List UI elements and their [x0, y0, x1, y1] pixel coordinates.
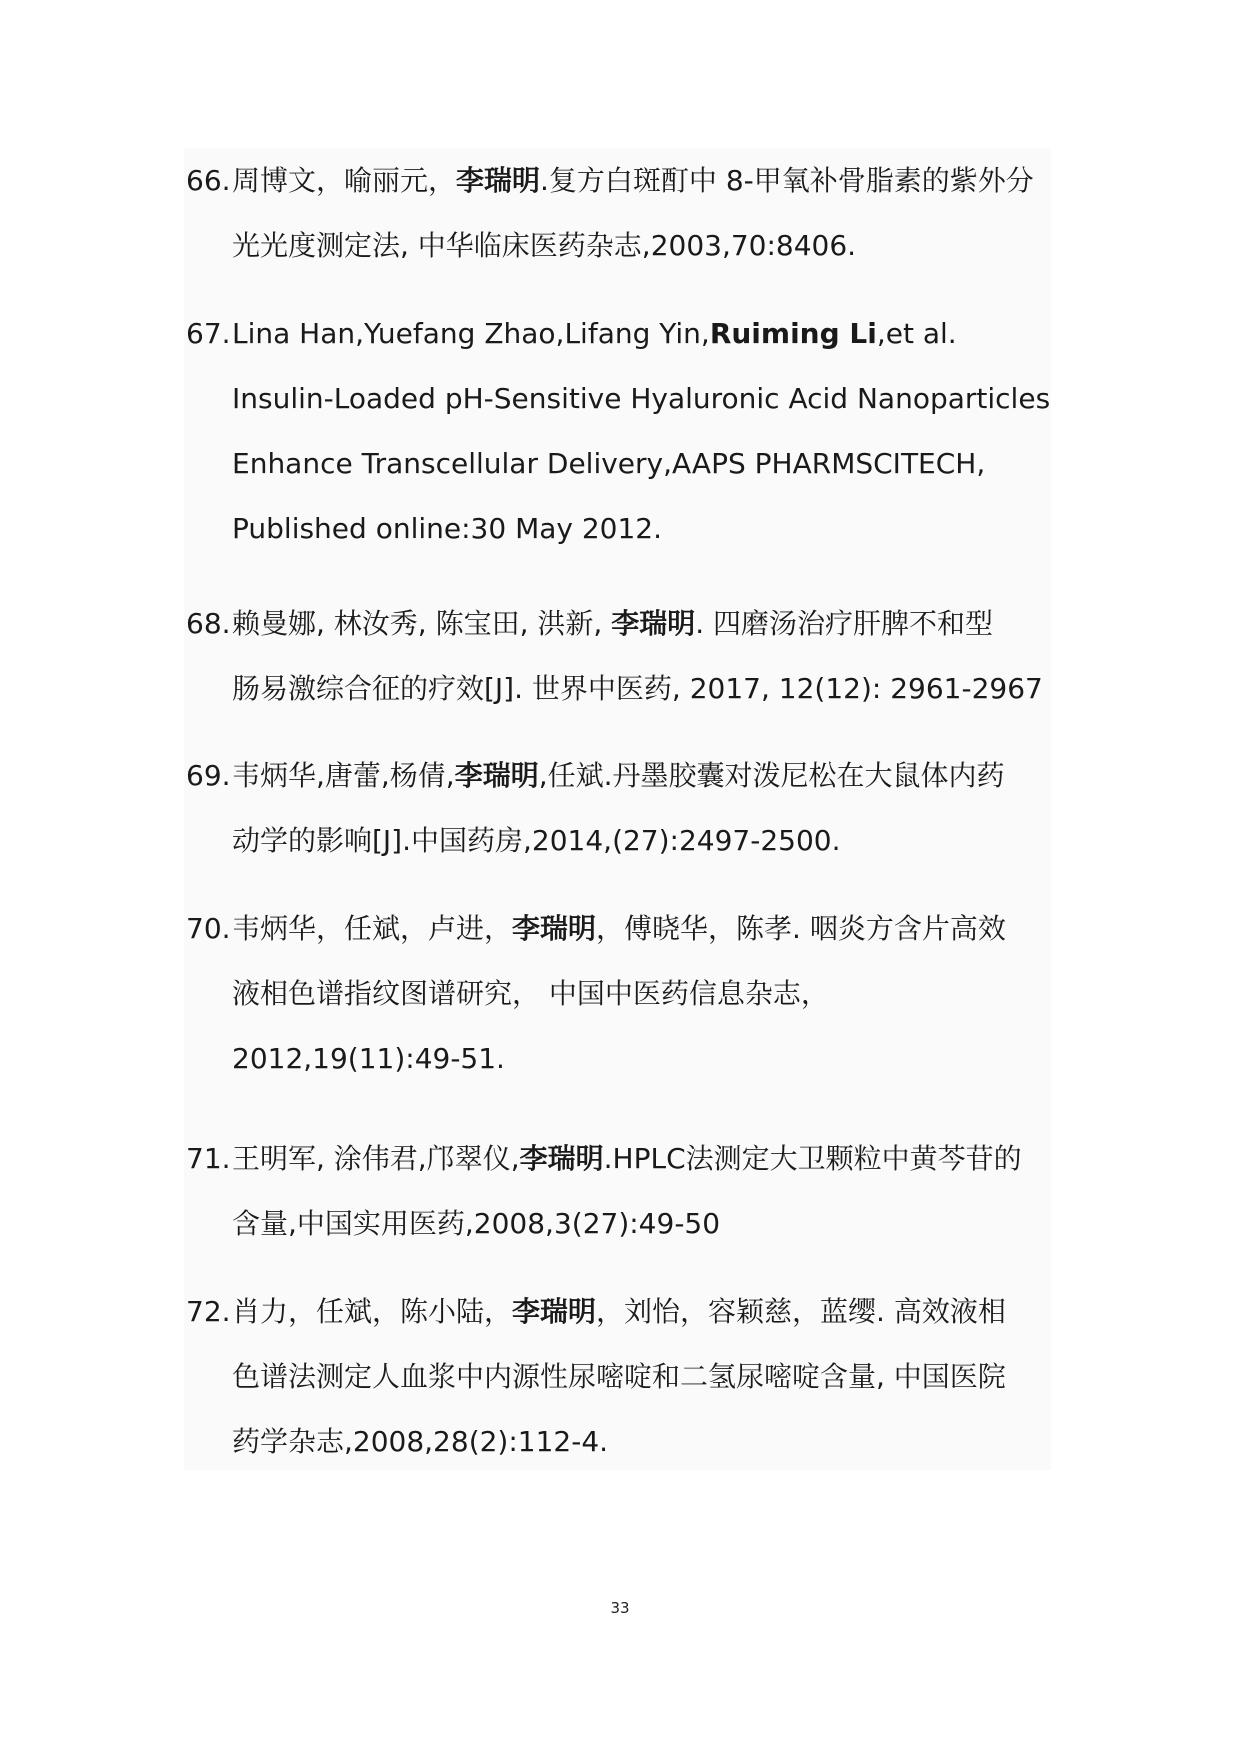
reference-text-after: . 四磨汤治疗肝脾不和型 肠易激综合征的疗效[J]. 世界中医药, 2017, 12(12): 2961-2967	[232, 607, 1043, 705]
reference-number: 72.	[186, 1295, 231, 1328]
highlighted-author: 李瑞明	[519, 1142, 604, 1175]
reference-item	[184, 743, 1051, 873]
highlighted-author: Ruiming Li	[709, 317, 877, 350]
reference-text-before: 周博文，喻丽元，	[232, 164, 457, 197]
reference-text-before: 韦炳华，任斌，卢进，	[232, 912, 513, 945]
reference-item	[184, 1279, 1051, 1474]
highlighted-author: 李瑞明	[456, 164, 541, 197]
reference-text-after: ,et al. Insulin-Loaded pH-Sensitive Hyaluronic Acid Nanoparticles Enhance Transcellular Delivery,AAPS PHARMSCITECH, Published online:30 May 2012.	[232, 317, 1051, 545]
reference-number: 71.	[186, 1142, 231, 1175]
page-number: 33	[610, 1599, 630, 1617]
highlighted-author: 李瑞明	[512, 912, 597, 945]
reference-text-before: 王明军, 涂伟君,邝翠仪,	[232, 1142, 520, 1175]
reference-text-after: ，刘怡，容颖慈，蓝缨. 高效液相 色谱法测定人血浆中内源性尿嘧啶和二氢尿嘧啶含量, 中国医院 药学杂志,2008,28(2):112-4.	[232, 1295, 1006, 1458]
reference-text	[232, 1279, 1051, 1474]
reference-item	[184, 1126, 1051, 1256]
reference-item	[184, 896, 1051, 1091]
reference-number: 69.	[186, 759, 231, 792]
reference-text	[232, 896, 1051, 1091]
reference-text-after: ，傅晓华，陈孝. 咽炎方含片高效 液相色谱指纹图谱研究， 中国中医药信息杂志， 2012,19(11):49-51.	[232, 912, 1006, 1075]
reference-number: 66.	[186, 164, 231, 197]
reference-text-after: ,任斌.丹墨胶囊对泼尼松在大鼠体内药 动学的影响[J].中国药房,2014,(27):2497-2500.	[232, 759, 1005, 857]
highlighted-author: 李瑞明	[454, 759, 539, 792]
reference-text-before: 肖力，任斌，陈小陆，	[232, 1295, 513, 1328]
highlighted-author: 李瑞明	[512, 1295, 597, 1328]
reference-text-after: .HPLC法测定大卫颗粒中黄芩苷的 含量,中国实用医药,2008,3(27):49-50	[232, 1142, 1022, 1240]
reference-list	[184, 148, 1051, 1470]
reference-text-before: Lina Han,Yuefang Zhao,Lifang Yin,	[232, 317, 710, 350]
reference-number: 68.	[186, 607, 231, 640]
reference-item	[184, 148, 1051, 278]
reference-text	[232, 148, 1051, 278]
reference-text	[232, 301, 1051, 561]
reference-text	[232, 743, 1051, 873]
reference-text-before: 赖曼娜, 林汝秀, 陈宝田, 洪新,	[232, 607, 612, 640]
reference-text	[232, 1126, 1051, 1256]
highlighted-author: 李瑞明	[611, 607, 696, 640]
reference-text	[232, 591, 1051, 721]
reference-number: 67.	[186, 317, 231, 350]
reference-text-after: .复方白斑酊中 8-甲氧补骨脂素的紫外分 光光度测定法, 中华临床医药杂志,2003,70:8406.	[232, 164, 1034, 262]
reference-item	[184, 301, 1051, 561]
reference-item	[184, 591, 1051, 721]
reference-number: 70.	[186, 912, 231, 945]
reference-text-before: 韦炳华,唐蕾,杨倩,	[232, 759, 455, 792]
